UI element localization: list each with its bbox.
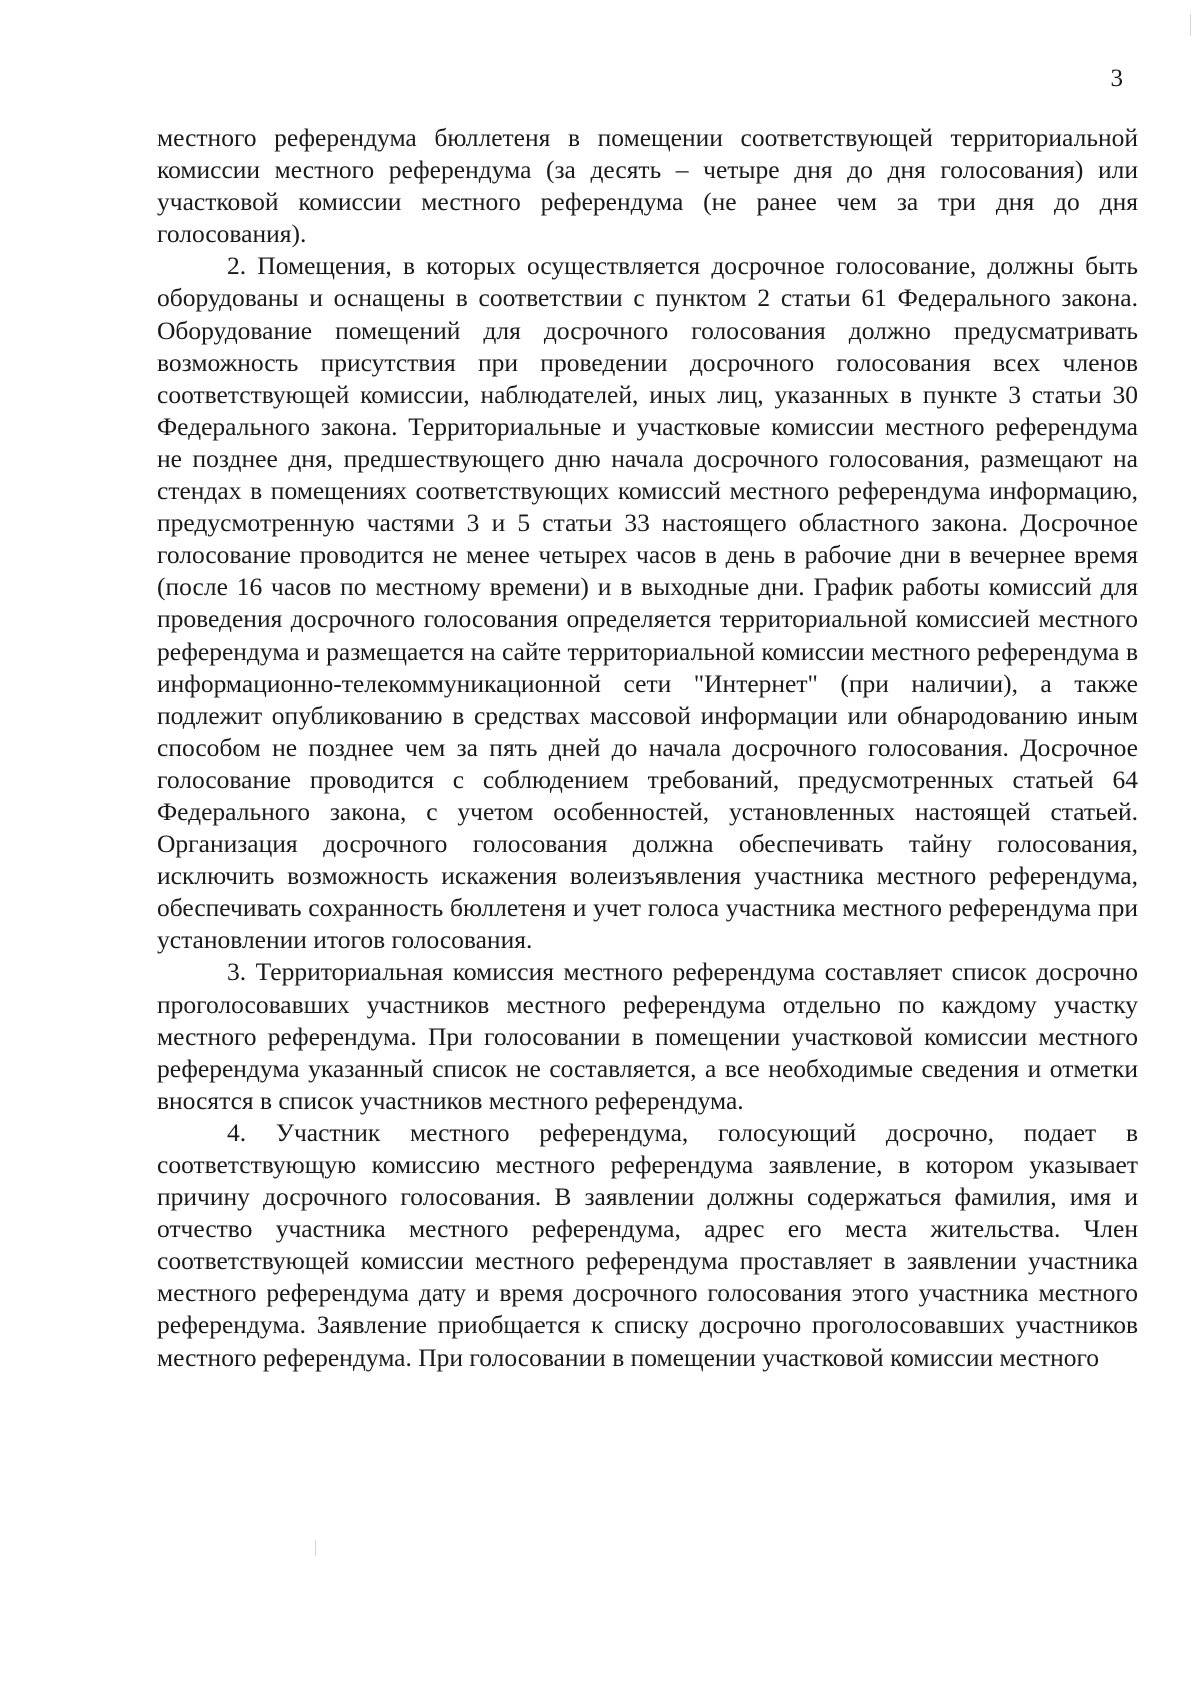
scan-artifact-line [315, 1540, 316, 1556]
paragraph-continuation: местного референдума бюллетеня в помещении соответствующей территориальной комиссии местного референдума (за десять – четыре дня до дня голосования) или участковой комиссии местного референдума (не ранее чем за три дня до дня голосования). [157, 123, 1138, 249]
paragraph-item-3: 3. Территориальная комиссия местного референдума составляет список досрочно проголосовавших участников местного референдума отдельно по каждому участку местного референдума. При голосовании в помещении участковой комиссии местного референдума указанный список не составляется, а все необходимые сведения и отметки вносятся в список участников местного референдума. [157, 957, 1138, 1115]
page-number: 3 [1110, 65, 1123, 92]
paragraph-item-2: 2. Помещения, в которых осуществляется досрочное голосование, должны быть оборудованы и оснащены в соответствии с пунктом 2 статьи 61 Федерального закона. Оборудование помещений для досрочного голосования должно предусматривать возможность присутствия при проведении досрочного голосования всех членов соответствующей комиссии, наблюдателей, иных лиц, указанных в пункте 3 статьи 30 Федерального закона. Территориальные и участковые комиссии местного референдума не позднее дня, предшествующего дню начала досрочного голосования, размещают на стендах в помещениях соответствующих комиссий местного референдума информацию, предусмотренную частями 3 и 5 статьи 33 настоящего областного закона. Досрочное голосование проводится не менее четырех часов в день в рабочие дни в вечернее время (после 16 часов по местному времени) и в выходные дни. График работы комиссий для проведения досрочного голосования определяется территориальной комиссией местного референдума и размещается на сайте территориальной комиссии местного референдума в информационно-телекоммуникационной сети "Интернет" (при наличии), а также подлежит опубликованию в средствах массовой информации или обнародованию иным способом не позднее чем за пять дней до начала досрочного голосования. Досрочное голосование проводится с соблюдением требований, предусмотренных статьей 64 Федерального закона, с учетом особенностей, установленных настоящей статьей. Организация досрочного голосования должна обеспечивать тайну голосования, исключить возможность искажения волеизъявления участника местного референдума, обеспечивать сохранность бюллетеня и учет голоса участника местного референдума при установлении итогов голосования. [157, 251, 1138, 955]
paragraph-item-4: 4. Участник местного референдума, голосующий досрочно, подает в соответствующую комиссию местного референдума заявление, в котором указывает причину досрочного голосования. В заявлении должны содержаться фамилия, имя и отчество участника местного референдума, адрес его места жительства. Член соответствующей комиссии местного референдума проставляет в заявлении участника местного референдума дату и время досрочного голосования этого участника местного референдума. Заявление приобщается к списку досрочно проголосовавших участников местного референдума. При голосовании в помещении участковой комиссии местного [157, 1117, 1138, 1372]
scan-artifact-line [1190, 14, 1191, 36]
document-body [157, 122, 1138, 1374]
